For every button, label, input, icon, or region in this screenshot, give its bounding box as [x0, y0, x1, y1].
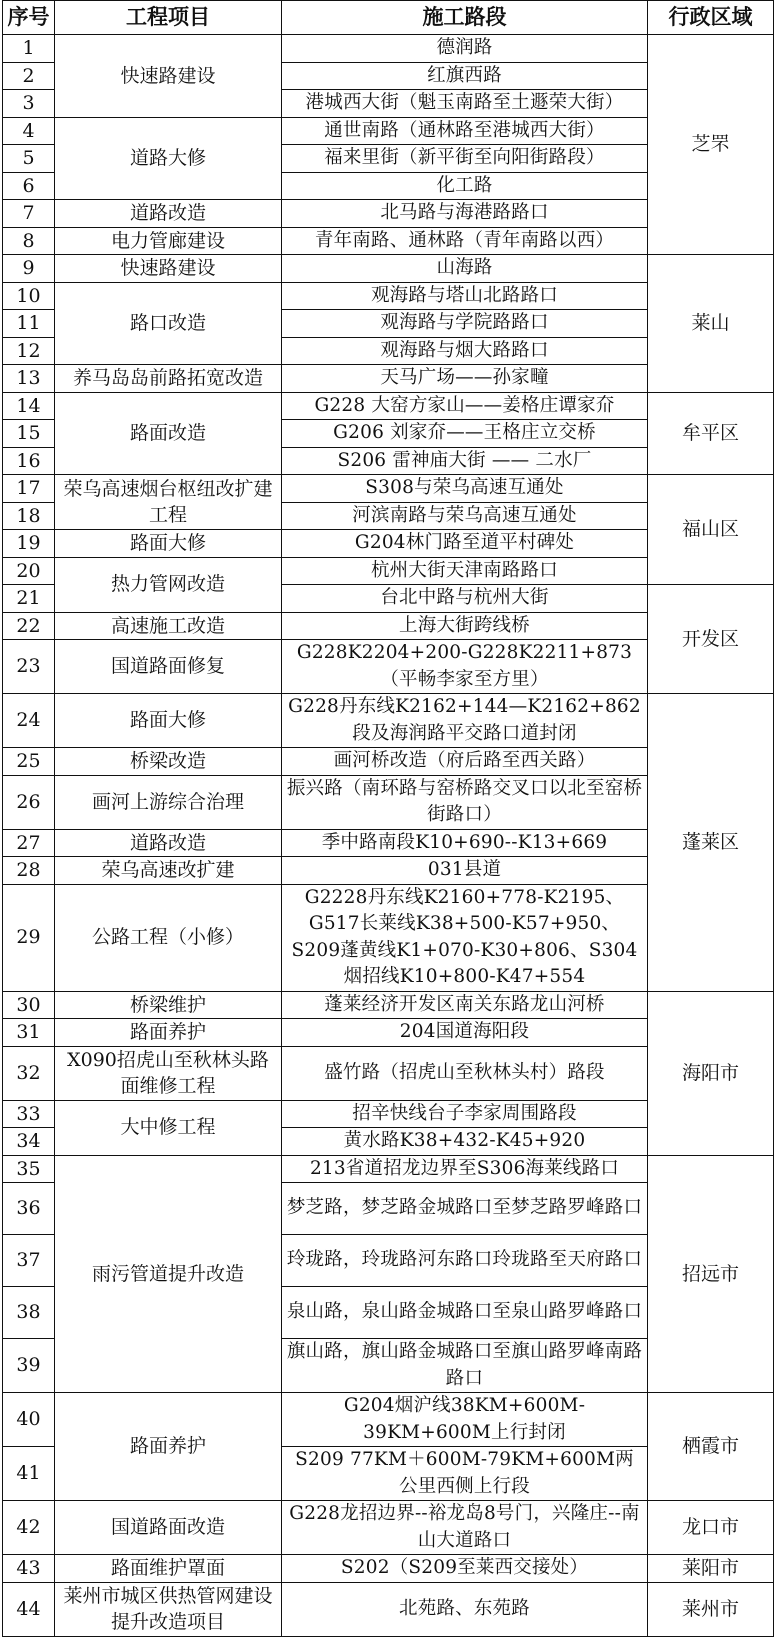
admin-region: 开发区 [648, 585, 774, 694]
row-number: 33 [3, 1100, 55, 1128]
row-number: 34 [3, 1128, 55, 1156]
road-section: 德润路 [282, 35, 648, 63]
road-section: 港城西大街（魁玉南路至土遯荣大街） [282, 90, 648, 118]
project-name: X090招虎山至秋林头路面维修工程 [55, 1046, 282, 1100]
admin-region: 蓬莱区 [648, 694, 774, 992]
road-section: 观海路与学院路路口 [282, 310, 648, 338]
header-project: 工程项目 [55, 1, 282, 35]
project-name: 路面养护 [55, 1393, 282, 1501]
admin-region: 海阳市 [648, 991, 774, 1155]
road-section: 红旗西路 [282, 62, 648, 90]
row-number: 6 [3, 172, 55, 200]
road-section: 北苑路、东苑路 [282, 1582, 648, 1636]
road-section: S206 雷神庙大街 —— 二水厂 [282, 447, 648, 475]
road-section: 山海路 [282, 255, 648, 283]
project-name: 快速路建设 [55, 255, 282, 283]
row-number: 12 [3, 337, 55, 365]
project-name: 荣乌高速烟台枢纽改扩建工程 [55, 475, 282, 530]
row-number: 27 [3, 829, 55, 857]
admin-region: 龙口市 [648, 1501, 774, 1555]
table-row [3, 392, 774, 420]
table-row [3, 1555, 774, 1583]
row-number: 11 [3, 310, 55, 338]
row-number: 43 [3, 1555, 55, 1583]
road-section: 黄水路K38+432-K45+920 [282, 1128, 648, 1156]
project-name: 高速施工改造 [55, 612, 282, 640]
road-section: 蓬莱经济开发区南关东路龙山河桥 [282, 991, 648, 1019]
row-number: 22 [3, 612, 55, 640]
road-section: 画河桥改造（府后路至西关路） [282, 748, 648, 776]
project-name: 道路改造 [55, 200, 282, 228]
road-section: 031县道 [282, 857, 648, 885]
project-name: 路面大修 [55, 694, 282, 748]
admin-region: 牟平区 [648, 392, 774, 475]
row-number: 18 [3, 502, 55, 530]
row-number: 13 [3, 365, 55, 393]
table-body [3, 35, 774, 1637]
row-number: 1 [3, 35, 55, 63]
road-section: 213省道招龙边界至S306海莱线路口 [282, 1155, 648, 1183]
road-section: 梦芝路，梦芝路金城路口至梦芝路罗峰路口 [282, 1183, 648, 1235]
road-section: 杭州大街天津南路路口 [282, 557, 648, 585]
road-section: G2228丹东线K2160+778-K2195、G517长莱线K38+500-K57+950、S209蓬黄线K1+070-K30+806、S304烟招线K10+800-K47+554 [282, 884, 648, 991]
project-name: 电力管廊建设 [55, 227, 282, 255]
table-row [3, 255, 774, 283]
project-name: 路口改造 [55, 282, 282, 365]
road-section: 河滨南路与荣乌高速互通处 [282, 502, 648, 530]
road-section: 台北中路与杭州大街 [282, 585, 648, 613]
project-name: 国道路面修复 [55, 640, 282, 694]
row-number: 25 [3, 748, 55, 776]
row-number: 31 [3, 1019, 55, 1047]
project-name: 国道路面改造 [55, 1501, 282, 1555]
row-number: 40 [3, 1393, 55, 1447]
project-name: 路面养护 [55, 1019, 282, 1047]
row-number: 20 [3, 557, 55, 585]
admin-region: 芝罘 [648, 35, 774, 255]
row-number: 23 [3, 640, 55, 694]
table-row [3, 991, 774, 1019]
admin-region: 莱山 [648, 255, 774, 393]
row-number: 3 [3, 90, 55, 118]
table-row [3, 35, 774, 63]
row-number: 28 [3, 857, 55, 885]
row-number: 7 [3, 200, 55, 228]
table-row [3, 475, 774, 503]
row-number: 19 [3, 530, 55, 558]
row-number: 9 [3, 255, 55, 283]
project-name: 画河上游综合治理 [55, 775, 282, 829]
row-number: 24 [3, 694, 55, 748]
admin-region: 莱阳市 [648, 1555, 774, 1583]
row-number: 4 [3, 117, 55, 145]
row-number: 16 [3, 447, 55, 475]
row-number: 41 [3, 1447, 55, 1501]
row-number: 32 [3, 1046, 55, 1100]
header-seq: 序号 [3, 1, 55, 35]
row-number: 21 [3, 585, 55, 613]
row-number: 39 [3, 1339, 55, 1393]
row-number: 10 [3, 282, 55, 310]
road-section: 观海路与塔山北路路口 [282, 282, 648, 310]
project-name: 大中修工程 [55, 1100, 282, 1155]
row-number: 38 [3, 1287, 55, 1339]
header-region: 行政区域 [648, 1, 774, 35]
project-name: 道路改造 [55, 829, 282, 857]
road-section: 玲珑路，玲珑路河东路口玲珑路至天府路口 [282, 1235, 648, 1287]
road-section: 招辛快线台子李家周围路段 [282, 1100, 648, 1128]
project-name: 莱州市城区供热管网建设提升改造项目 [55, 1582, 282, 1636]
road-section: S202（S209至莱西交接处） [282, 1555, 648, 1583]
road-section: 泉山路，泉山路金城路口至泉山路罗峰路口 [282, 1287, 648, 1339]
road-section: 化工路 [282, 172, 648, 200]
road-section: S209 77KM＋600M-79KM+600M两公里西侧上行段 [282, 1447, 648, 1501]
header-row [3, 1, 774, 35]
project-name: 快速路建设 [55, 35, 282, 118]
road-section: 观海路与烟大路路口 [282, 337, 648, 365]
row-number: 15 [3, 420, 55, 448]
project-name: 热力管网改造 [55, 557, 282, 612]
row-number: 5 [3, 145, 55, 173]
project-name: 公路工程（小修） [55, 884, 282, 991]
project-name: 桥梁改造 [55, 748, 282, 776]
row-number: 44 [3, 1582, 55, 1636]
project-name: 桥梁维护 [55, 991, 282, 1019]
row-number: 17 [3, 475, 55, 503]
construction-table [2, 0, 774, 1637]
admin-region: 福山区 [648, 475, 774, 585]
row-number: 2 [3, 62, 55, 90]
road-section: G228 大窑方家山——姜格庄谭家夼 [282, 392, 648, 420]
header-road-section: 施工路段 [282, 1, 648, 35]
project-name: 路面改造 [55, 392, 282, 475]
road-section: 天马广场——孙家疃 [282, 365, 648, 393]
road-section: 通世南路（通林路至港城西大街） [282, 117, 648, 145]
road-section: 季中路南段K10+690--K13+669 [282, 829, 648, 857]
admin-region: 栖霞市 [648, 1393, 774, 1501]
road-section: 盛竹路（招虎山至秋林头村）路段 [282, 1046, 648, 1100]
road-section: 204国道海阳段 [282, 1019, 648, 1047]
row-number: 8 [3, 227, 55, 255]
road-section: G228丹东线K2162+144—K2162+862段及海润路平交路口道封闭 [282, 694, 648, 748]
table-row [3, 1501, 774, 1555]
row-number: 35 [3, 1155, 55, 1183]
road-section: 北马路与海港路路口 [282, 200, 648, 228]
project-name: 路面维护罩面 [55, 1555, 282, 1583]
row-number: 14 [3, 392, 55, 420]
project-name: 养马岛岛前路拓宽改造 [55, 365, 282, 393]
road-section: 福来里街（新平街至向阳街路段） [282, 145, 648, 173]
row-number: 42 [3, 1501, 55, 1555]
admin-region: 莱州市 [648, 1582, 774, 1636]
table-row [3, 1155, 774, 1183]
row-number: 36 [3, 1183, 55, 1235]
row-number: 26 [3, 775, 55, 829]
project-name: 路面大修 [55, 530, 282, 558]
road-section: S308与荣乌高速互通处 [282, 475, 648, 503]
row-number: 29 [3, 884, 55, 991]
road-section: 振兴路（南环路与窑桥路交叉口以北至窑桥街路口） [282, 775, 648, 829]
road-section: G204烟沪线38KM+600M-39KM+600M上行封闭 [282, 1393, 648, 1447]
project-name: 荣乌高速改扩建 [55, 857, 282, 885]
road-section: G206 刘家夼——王格庄立交桥 [282, 420, 648, 448]
table-row [3, 694, 774, 748]
project-name: 道路大修 [55, 117, 282, 200]
road-section: 旗山路，旗山路金城路口至旗山路罗峰南路路口 [282, 1339, 648, 1393]
road-section: G228K2204+200-G228K2211+873（平畅李家至方里） [282, 640, 648, 694]
road-section: G204林门路至道平村碑处 [282, 530, 648, 558]
row-number: 37 [3, 1235, 55, 1287]
row-number: 30 [3, 991, 55, 1019]
road-section: G228龙招边界--裕龙岛8号门，兴隆庄--南山大道路口 [282, 1501, 648, 1555]
project-name: 雨污管道提升改造 [55, 1155, 282, 1393]
table-row [3, 1393, 774, 1447]
table-row [3, 1582, 774, 1636]
road-section: 青年南路、通林路（青年南路以西） [282, 227, 648, 255]
road-section: 上海大街跨线桥 [282, 612, 648, 640]
admin-region: 招远市 [648, 1155, 774, 1393]
